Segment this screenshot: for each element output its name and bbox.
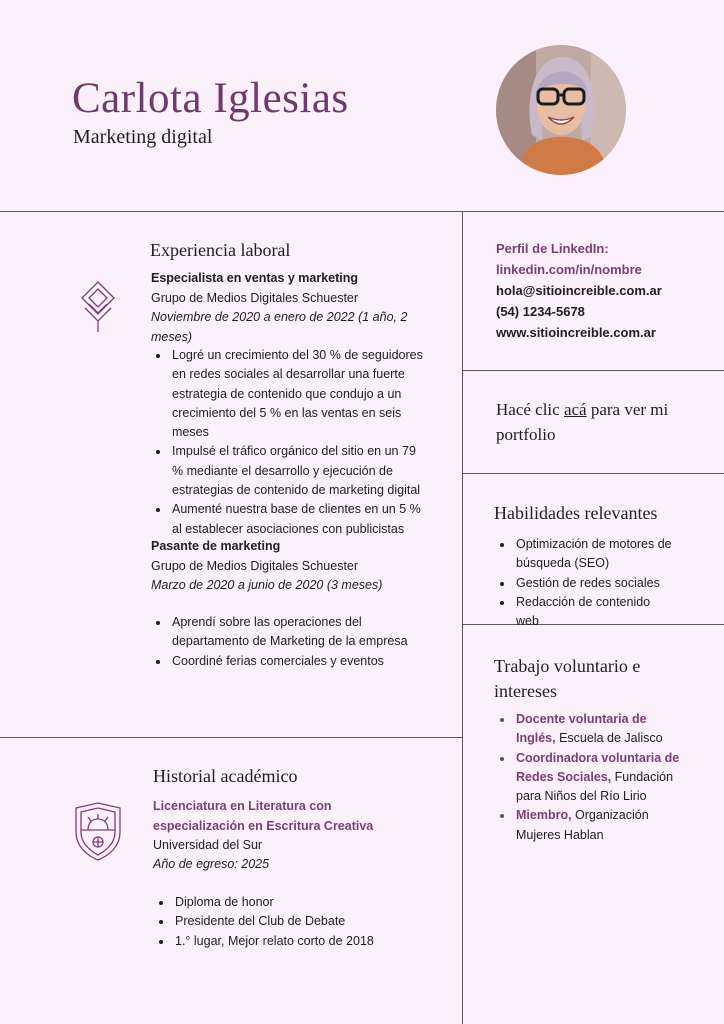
list-item: Aprendí sobre las operaciones del departamento de Marketing de la empresa <box>152 613 430 652</box>
education-title: Historial académico <box>153 766 298 786</box>
portfolio-link[interactable]: acá <box>563 400 587 419</box>
volunteer-role: Miembro, <box>516 808 572 823</box>
education-school: Universidad del Sur <box>153 838 263 852</box>
list-item <box>496 710 686 749</box>
volunteer-org: Escuela de Jalisco <box>555 731 663 746</box>
phone-number: (54) 1234-5678 <box>496 304 585 319</box>
education-honors <box>155 893 435 951</box>
portfolio-text <box>496 397 686 447</box>
volunteer-list <box>496 710 686 845</box>
volunteer-title: Trabajo voluntario e intereses <box>494 656 641 701</box>
job-1-dates: Noviembre de 2020 a enero de 2022 (1 año, 2 meses) <box>151 310 408 344</box>
header-divider <box>0 211 724 212</box>
job-2-dates: Marzo de 2020 a junio de 2020 (3 meses) <box>151 578 383 592</box>
job-1-position: Especialista en ventas y marketing <box>151 271 359 285</box>
job-2-achievements <box>152 613 430 671</box>
volunteer-org: Fundación para Niños del Río Lirio <box>516 769 674 804</box>
volunteer-org: Organización Mujeres Hablan <box>516 808 649 842</box>
experience-title: Experiencia laboral <box>150 240 291 260</box>
job-2-position: Pasante de marketing <box>151 539 281 553</box>
list-item <box>496 806 686 845</box>
list-item: Aumenté nuestra base de clientes en un 5 % al establecer asociaciones con publicistas <box>152 500 430 539</box>
volunteer-role: Docente voluntaria de Inglés, <box>516 712 647 746</box>
linkedin-label: Perfil de LinkedIn: <box>496 241 609 256</box>
email-link[interactable]: hola@sitioincreible.com.ar <box>496 283 662 298</box>
list-item: Logré un crecimiento del 30 % de seguidores en redes sociales al desarrollar una fuerte estrategia de contenido que condujo a un crecimiento del 5 % en las ventas en seis meses <box>152 346 430 442</box>
skills-list <box>496 535 676 631</box>
experience-divider <box>0 737 462 738</box>
list-item <box>496 749 686 807</box>
candidate-name: Carlota Iglesias <box>72 75 349 122</box>
skills-title: Habilidades relevantes <box>494 503 658 523</box>
education-degree: Licenciatura en Literatura con especialización en Escritura Creativa <box>153 799 374 833</box>
list-item: Optimización de motores de búsqueda (SEO) <box>496 535 676 574</box>
profile-photo <box>496 45 626 175</box>
university-crest-icon <box>72 802 124 867</box>
job-1-company: Grupo de Medios Digitales Schuester <box>151 290 359 305</box>
profile-photo-image <box>496 45 626 175</box>
list-item: 1.° lugar, Mejor relato corto de 2018 <box>155 932 435 951</box>
diamond-emblem-icon <box>80 280 116 339</box>
linkedin-link[interactable]: linkedin.com/in/nombre <box>496 262 642 277</box>
contact-divider <box>462 370 724 371</box>
list-item: Diploma de honor <box>155 893 435 912</box>
education-graduation: Año de egreso: 2025 <box>153 857 270 871</box>
list-item: Gestión de redes sociales <box>496 574 676 593</box>
website-link[interactable]: www.sitioincreible.com.ar <box>496 325 656 340</box>
list-item: Redacción de contenido web <box>496 593 676 632</box>
portfolio-suffix: para ver mi portfolio <box>496 400 669 444</box>
contact-block <box>496 238 662 343</box>
job-1-achievements <box>152 346 430 539</box>
list-item: Coordiné ferias comerciales y eventos <box>152 652 430 671</box>
volunteer-role: Coordinadora voluntaria de Redes Sociales, <box>516 750 680 784</box>
list-item: Presidente del Club de Debate <box>155 912 435 931</box>
portfolio-prefix: Hacé clic <box>496 400 564 419</box>
job-2 <box>151 537 441 596</box>
list-item: Impulsé el tráfico orgánico del sitio en un 79 % mediante el desarrollo y ejecución de estrategias de contenido de marketing digital <box>152 442 430 500</box>
job-2-company: Grupo de Medios Digitales Schuester <box>151 558 359 573</box>
candidate-role: Marketing digital <box>73 126 213 148</box>
column-divider <box>462 211 463 1024</box>
portfolio-divider <box>462 473 724 474</box>
job-1 <box>151 269 441 347</box>
